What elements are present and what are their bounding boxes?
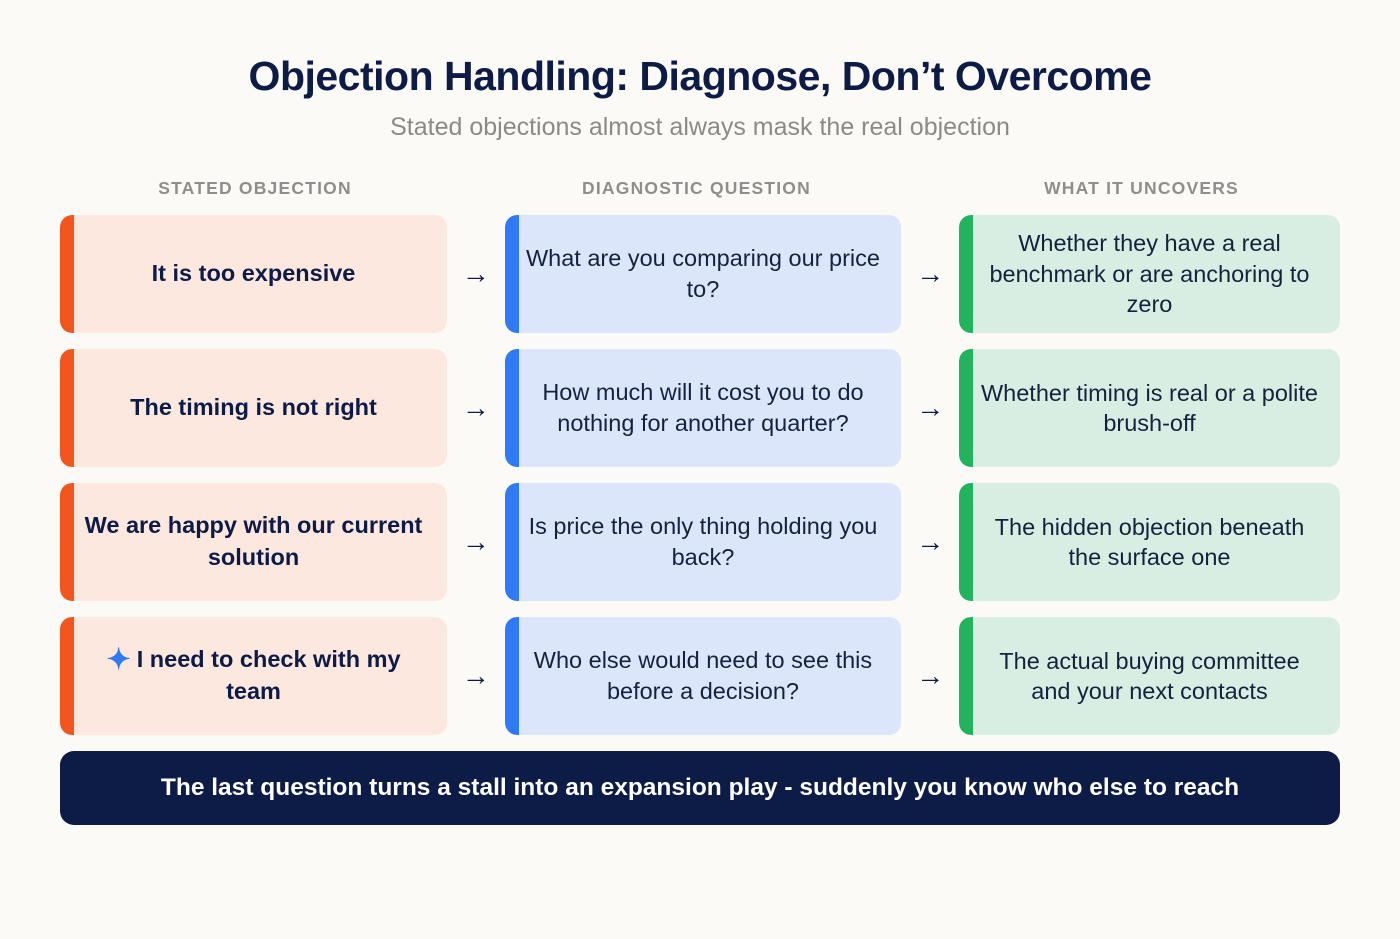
- uncovers-text: Whether timing is real or a polite brush-off: [980, 379, 1318, 437]
- arrow-right-icon: →: [916, 392, 945, 424]
- arrow-right-icon: →: [916, 258, 945, 290]
- accent-bar: [60, 215, 74, 333]
- matrix-rows: [60, 215, 1340, 735]
- accent-bar: [505, 349, 519, 467]
- column-headers: [60, 178, 1340, 199]
- objection-cell: [60, 215, 447, 333]
- objection-text: It is too expensive: [151, 260, 356, 287]
- column-header-stated-objection: STATED OBJECTION: [158, 178, 352, 199]
- objection-text: [78, 644, 429, 708]
- uncovers-text: Whether they have a real benchmark or are anchoring to zero: [989, 230, 1310, 318]
- footer-callout: The last question turns a stall into an expansion play - suddenly you know who else to reach: [60, 751, 1340, 825]
- question-cell: [505, 483, 902, 601]
- page-subtitle: Stated objections almost always mask the real objection: [390, 113, 1010, 142]
- objection-label: I need to check with my team: [136, 646, 401, 705]
- accent-bar: [959, 483, 973, 601]
- uncovers-cell: [959, 349, 1340, 467]
- arrow-right-icon: →: [461, 526, 490, 558]
- objection-cell: [60, 617, 447, 735]
- accent-bar: [505, 483, 519, 601]
- table-row: [60, 483, 1340, 601]
- table-row: [60, 215, 1340, 333]
- accent-bar: [959, 349, 973, 467]
- table-row: [60, 349, 1340, 467]
- question-cell: [505, 215, 902, 333]
- accent-bar: [60, 617, 74, 735]
- objection-text: The timing is not right: [130, 394, 377, 421]
- uncovers-text: The hidden objection beneath the surface one: [994, 513, 1305, 571]
- question-cell: [505, 617, 902, 735]
- arrow-right-icon: →: [916, 526, 945, 558]
- accent-bar: [60, 483, 74, 601]
- sparkle-icon: ✦: [106, 644, 131, 677]
- objection-cell: [60, 483, 447, 601]
- question-text: How much will it cost you to do nothing for another quarter?: [542, 379, 864, 437]
- arrow-right-icon: →: [461, 392, 490, 424]
- question-text: Is price the only thing holding you back?: [528, 513, 878, 571]
- page-title: Objection Handling: Diagnose, Don’t Overcome: [248, 53, 1152, 99]
- accent-bar: [959, 617, 973, 735]
- column-header-diagnostic-question: DIAGNOSTIC QUESTION: [582, 178, 811, 199]
- accent-bar: [505, 617, 519, 735]
- objection-text: We are happy with our current solution: [84, 512, 423, 571]
- accent-bar: [60, 349, 74, 467]
- uncovers-cell: [959, 617, 1340, 735]
- column-header-what-it-uncovers: WHAT IT UNCOVERS: [1044, 178, 1239, 199]
- arrow-right-icon: →: [461, 660, 490, 692]
- question-cell: [505, 349, 902, 467]
- accent-bar: [959, 215, 973, 333]
- objection-cell: [60, 349, 447, 467]
- uncovers-text: The actual buying committee and your next contacts: [999, 647, 1300, 705]
- arrow-right-icon: →: [916, 660, 945, 692]
- table-row: [60, 617, 1340, 735]
- uncovers-cell: [959, 215, 1340, 333]
- uncovers-cell: [959, 483, 1340, 601]
- question-text: Who else would need to see this before a decision?: [533, 647, 873, 705]
- accent-bar: [505, 215, 519, 333]
- question-text: What are you comparing our price to?: [525, 245, 880, 303]
- arrow-right-icon: →: [461, 258, 490, 290]
